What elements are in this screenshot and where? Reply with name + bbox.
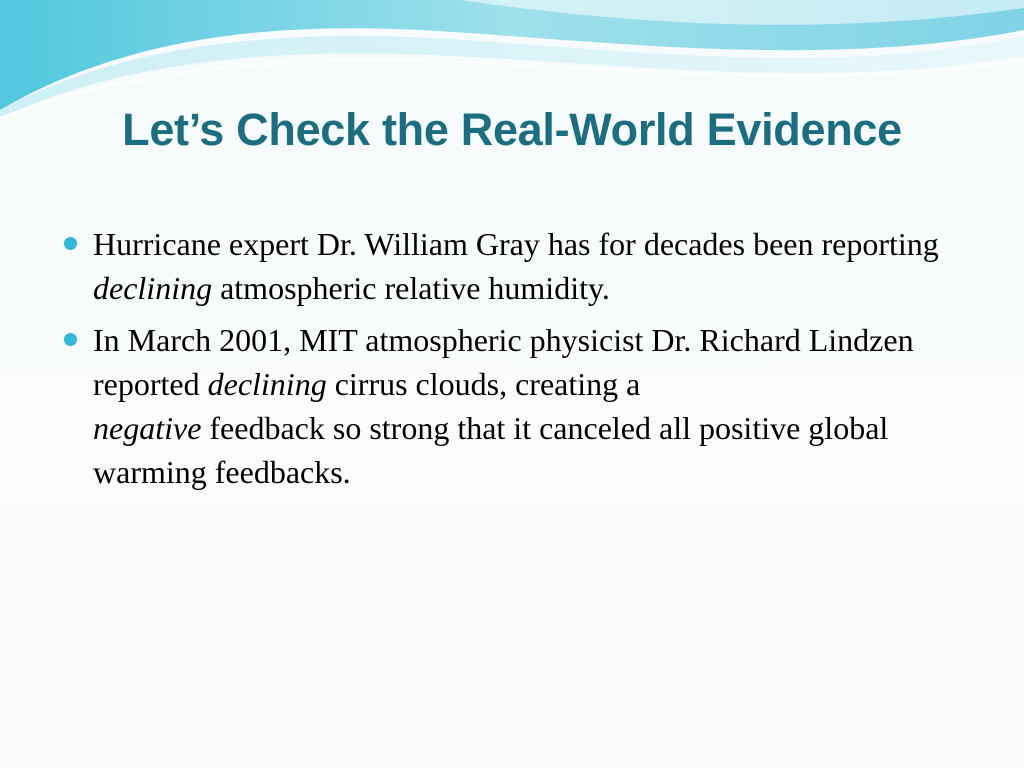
bullet-1-text-a: Hurricane expert Dr. William Gray has for decades been reporting <box>93 226 939 262</box>
bullet-list <box>62 222 972 502</box>
bullet-1-italic: declining <box>93 270 213 306</box>
bullet-2-italic-2: negative <box>93 410 202 446</box>
bullet-2-text-a: In March 2001, MIT atmospheric physicist Dr. Richard Lindzen reported <box>93 322 914 402</box>
bullet-dot-icon <box>64 237 77 250</box>
bullet-item-2 <box>62 318 972 494</box>
bullet-item-1 <box>62 222 972 310</box>
bullet-2-italic: declining <box>207 366 327 402</box>
bullet-dot-icon <box>64 333 77 346</box>
slide-title: Let’s Check the Real-World Evidence <box>122 104 902 155</box>
bullet-2-text-b: cirrus clouds, creating a <box>326 366 641 402</box>
bullet-2-text-c: feedback so strong that it canceled all positive global warming feedbacks. <box>93 410 889 490</box>
bullet-1-text-b: atmospheric relative humidity. <box>212 270 610 306</box>
